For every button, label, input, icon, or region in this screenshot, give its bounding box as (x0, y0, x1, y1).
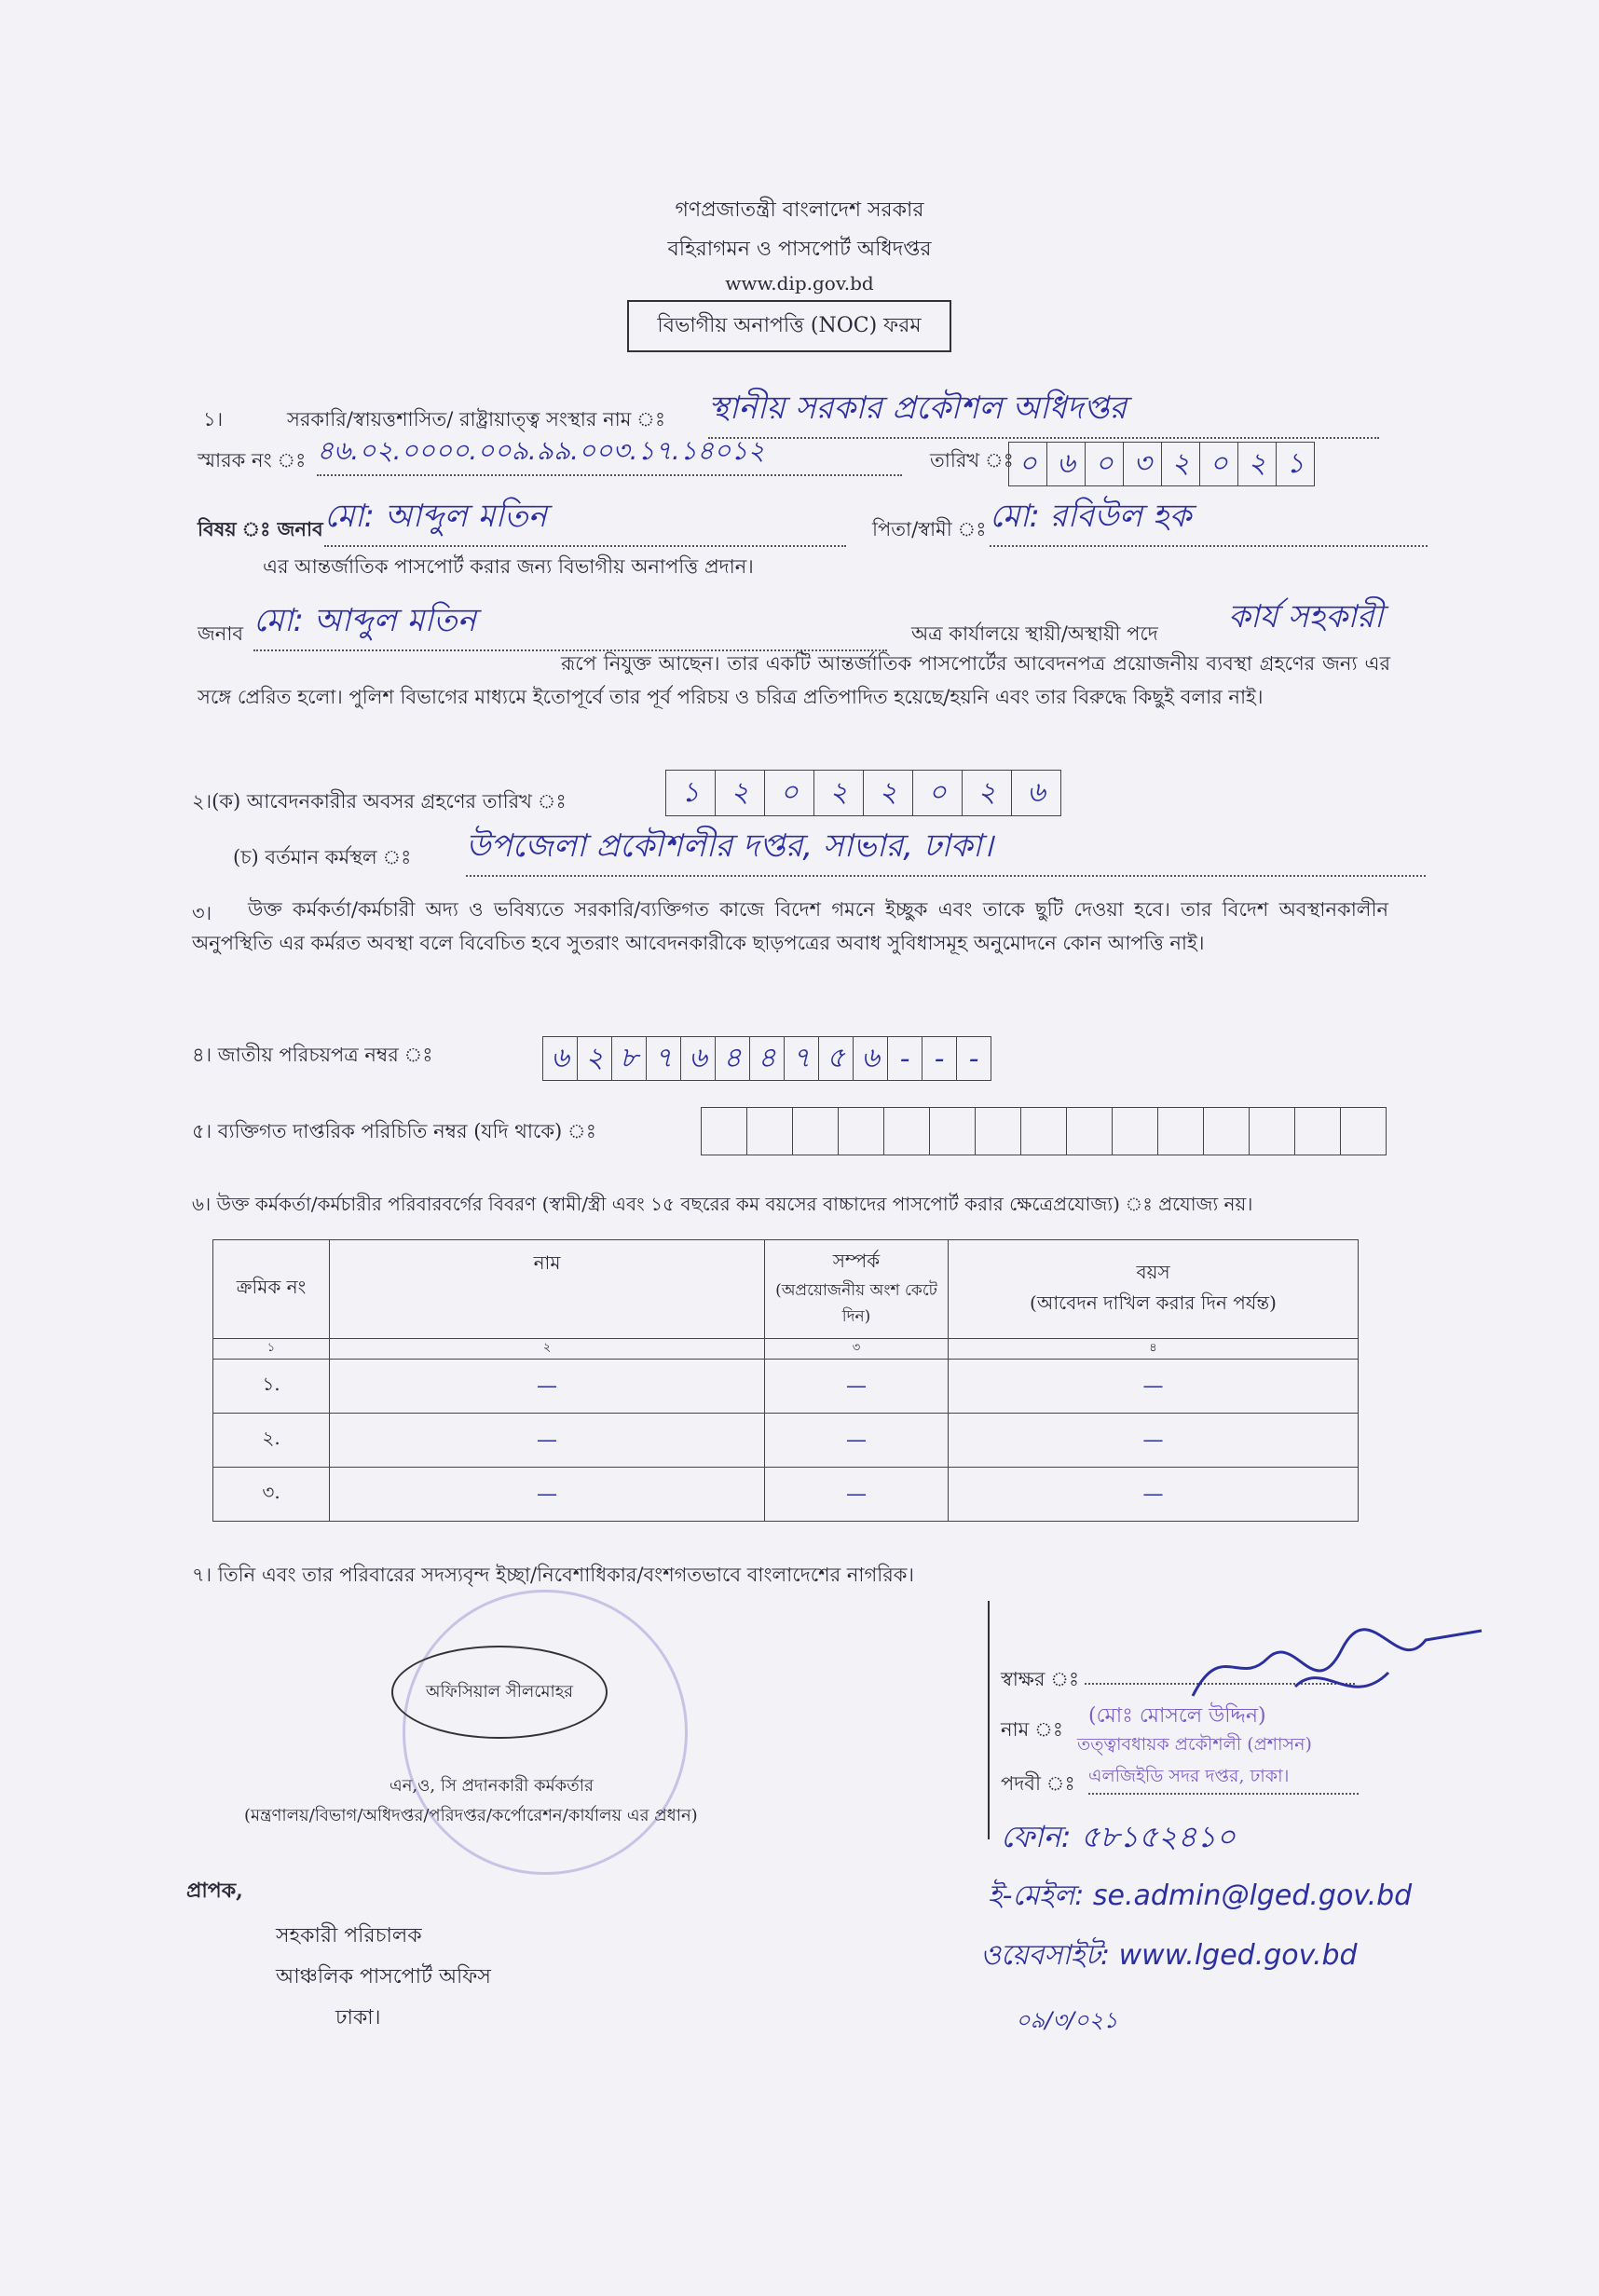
family-label: ৬। উক্ত কর্মকর্তা/কর্মচারীর পরিবারবর্গের বিবরণ (স্বামী/স্ত্রী এবং ১৫ বছরের কম বয়সের বাচ্চাদের পাসপোর্ট করার ক্ষেত্রেপ্রযোজ্য) ঃ প্রযোজ্য নয়। (192, 1193, 1253, 1215)
janab-label: জনাব (198, 622, 244, 645)
nid-digit: - (888, 1037, 922, 1080)
retirement-digit: ২ (864, 771, 913, 815)
workplace-label: (চ) বর্তমান কর্মস্থল ঃ (233, 846, 412, 868)
nid-digit: ৬ (854, 1037, 888, 1080)
web-handwritten: ওয়েবসাইট: www.lged.gov.bd (980, 1939, 1358, 1972)
form-title: বিভাগীয় অনাপত্তি (NOC) ফরম (627, 300, 951, 352)
date-digit: ০ (1200, 443, 1238, 485)
date-digit: ২ (1238, 443, 1277, 485)
subject-name[interactable]: মো: আব্দুল মতিন (324, 492, 846, 547)
post-label: পদবী ঃ (1001, 1772, 1075, 1795)
official-id-label: ৫। ব্যক্তিগত দাপ্তরিক পরিচিতি নম্বর (যদি থাকে) ঃ (192, 1120, 596, 1142)
nid-digit: ৮ (612, 1037, 647, 1080)
nid-label: ৪। জাতীয় পরিচয়পত্র নম্বর ঃ (192, 1044, 433, 1066)
post-value[interactable]: কার্য সহকারী (1228, 598, 1384, 636)
office-label: অত্র কার্যালয়ে স্থায়ী/অস্থায়ী পদে (911, 622, 1158, 645)
col-header-age: বয়স (আবেদন দাখিল করার দিন পর্যন্ত) (949, 1240, 1359, 1339)
date-digit: ০ (1009, 443, 1047, 485)
recipient-label: প্রাপক, (186, 1879, 243, 1903)
official-id-digit (1204, 1108, 1250, 1155)
post-stamp: এলজিইডি সদর দপ্তর, ঢাকা। (1088, 1763, 1359, 1795)
table-row (213, 1468, 1359, 1522)
official-id-digit (839, 1108, 884, 1155)
date-digit: ১ (1286, 446, 1305, 480)
row-serial: ১. (213, 1360, 330, 1414)
date-boxes[interactable] (1008, 442, 1315, 486)
official-id-digit (793, 1108, 839, 1155)
table-row (213, 1414, 1359, 1468)
recipient-line-2: আঞ্চলিক পাসপোর্ট অফিস (276, 1965, 491, 1988)
official-id-digit (884, 1108, 930, 1155)
designation-stamp: তত্ত্বাবধায়ক প্রকৌশলী (প্রশাসন) (1077, 1734, 1312, 1755)
date-digit: ২ (1162, 443, 1200, 485)
org-name-label: সরকারি/স্বায়ত্তশাসিত/ রাষ্ট্রায়াত্ত্ব সংস্থার নাম ঃ (287, 408, 666, 430)
official-id-digit (1067, 1108, 1113, 1155)
official-id-digit (1158, 1108, 1204, 1155)
date-digit: ০ (1086, 443, 1124, 485)
janab-value[interactable]: মো: আব্দুল মতিন (253, 596, 887, 651)
row-relation[interactable]: — (765, 1360, 949, 1414)
date-digit: ৬ (1047, 443, 1086, 485)
col-header-name: নাম (330, 1240, 765, 1339)
father-value[interactable]: মো: রবিউল হক (990, 492, 1428, 547)
section-3-text: উক্ত কর্মকর্তা/কর্মচারী অদ্য ও ভবিষ্যতে সরকারি/ব্যক্তিগত কাজে বিদেশ গমনে ইচ্ছুক এবং তাকে ছুটি দেওয়া হবে। তার বিদেশ অবস্থানকালীন অনুপস্থিতি এর কর্মরত অবস্থা বলে বিবেচিত হবে সুতরাং আবেদনকারীকে ছাড়পত্রের অবাধ সুবিধাসমূহ অনুমোদনে কোন আপত্তি নাই। (192, 898, 1388, 954)
nid-digit: ৭ (647, 1037, 681, 1080)
date-note-handwritten: ০৯/৩/০২১ (1016, 2007, 1118, 2033)
section-3-number: ৩। (192, 902, 212, 924)
row-relation[interactable]: — (765, 1414, 949, 1468)
retirement-digit: ২ (814, 771, 864, 815)
issuer-sub-label: (মন্ত্রণালয়/বিভাগ/অধিদপ্তর/পরিদপ্তর/কর্পোরেশন/কার্যালয় এর প্রধান) (244, 1806, 698, 1825)
col-header-relation: সম্পর্ক (অপ্রয়োজনীয় অংশ কেটে দিন) (765, 1240, 949, 1339)
nid-digit: ৪ (716, 1037, 750, 1080)
official-id-digit (1295, 1108, 1341, 1155)
row-serial: ২. (213, 1414, 330, 1468)
official-id-digit (702, 1108, 747, 1155)
row-name[interactable]: — (330, 1468, 765, 1522)
col-number: ৪ (949, 1339, 1359, 1360)
nid-digit: - (968, 1042, 979, 1075)
subject-label: বিষয় ঃ জনাব (198, 517, 323, 540)
col-number: ২ (330, 1339, 765, 1360)
family-table (212, 1239, 1359, 1522)
official-id-digit (1113, 1108, 1158, 1155)
nid-digit: - (922, 1037, 957, 1080)
official-id-digit (1341, 1108, 1386, 1155)
row-serial: ৩. (213, 1468, 330, 1522)
name-stamp: (মোঃ মোসলে উদ্দিন) (1088, 1704, 1266, 1728)
sign-label: স্বাক্ষর ঃ (1001, 1668, 1080, 1690)
issuer-label: এন,ও, সি প্রদানকারী কর্মকর্তার (390, 1776, 594, 1796)
retirement-date-boxes[interactable] (665, 770, 1061, 816)
retirement-digit: ২ (963, 771, 1012, 815)
nid-digit: ৭ (785, 1037, 819, 1080)
official-id-digit (976, 1108, 1021, 1155)
col-number: ১ (213, 1339, 330, 1360)
nid-digit: ৬ (543, 1037, 578, 1080)
row-age[interactable]: — (949, 1414, 1359, 1468)
subject-line-2: এর আন্তর্জাতিক পাসপোর্ট করার জন্য বিভাগীয় অনাপত্তি প্রদান। (263, 555, 754, 578)
row-name[interactable]: — (330, 1414, 765, 1468)
official-id-digit (930, 1108, 976, 1155)
email-handwritten: ই-মেইল: se.admin@lged.gov.bd (988, 1879, 1413, 1912)
org-name-value[interactable]: স্থানীয় সরকার প্রকৌশল অধিদপ্তর (708, 384, 1379, 439)
citizenship-statement: ৭। তিনি এবং তার পরিবারের সদস্যবৃন্দ ইচ্ছা/নিবেশাধিকার/বংশগতভাবে বাংলাদেশের নাগরিক। (192, 1564, 914, 1586)
nid-digit: ২ (578, 1037, 612, 1080)
col-header-serial: ক্রমিক নং (213, 1240, 330, 1339)
row-age[interactable]: — (949, 1360, 1359, 1414)
retirement-digit: ০ (913, 771, 963, 815)
nid-digit: ৪ (750, 1037, 785, 1080)
phone-handwritten: ফোন: ৫৮১৫২৪১০ (1001, 1819, 1236, 1854)
row-age[interactable]: — (949, 1468, 1359, 1522)
row-relation[interactable]: — (765, 1468, 949, 1522)
retirement-digit: ০ (765, 771, 814, 815)
retirement-digit: ২ (716, 771, 765, 815)
official-id-digit (1250, 1108, 1295, 1155)
father-label: পিতা/স্বামী ঃ (872, 518, 987, 540)
retirement-label: ২।(ক) আবেদনকারীর অবসর গ্রহণের তারিখ ঃ (192, 790, 567, 813)
nid-digit: ৬ (681, 1037, 716, 1080)
gov-title: গণপ্রজাতন্ত্রী বাংলাদেশ সরকার (675, 198, 924, 222)
retirement-digit: ১ (666, 771, 716, 815)
recipient-line-3: ঢাকা। (335, 2006, 381, 2030)
nid-boxes[interactable] (542, 1036, 991, 1081)
workplace-value[interactable]: উপজেলা প্রকৌশলীর দপ্তর, সাভার, ঢাকা। (466, 822, 1426, 877)
memo-value[interactable]: ৪৬.০২.০০০০.০০৯.৯৯.০০৩.১৭.১৪০১২ (317, 430, 902, 476)
retirement-digit: ৬ (1027, 775, 1046, 809)
col-number: ৩ (765, 1339, 949, 1360)
date-label: তারিখ ঃ (930, 449, 1014, 472)
name-label: নাম ঃ (1001, 1718, 1063, 1741)
nid-digit: ৫ (819, 1037, 854, 1080)
memo-label: স্মারক নং ঃ (198, 449, 307, 472)
section-1-number: ১। (203, 408, 224, 430)
date-digit: ৩ (1124, 443, 1162, 485)
table-row (213, 1360, 1359, 1414)
signature-divider (988, 1601, 991, 1839)
official-seal-oval: অফিসিয়াল সীলমোহর (391, 1646, 608, 1739)
recipient-line-1: সহকারী পরিচালক (276, 1924, 422, 1948)
website: www.dip.gov.bd (725, 272, 874, 294)
service-paragraph: রূপে নিযুক্ত আছেন। তার একটি আন্তর্জাতিক পাসপোর্টের আবেদনপত্র প্রয়োজনীয় ব্যবস্থা গ্রহণের জন্য এর সঙ্গে প্রেরিত হলো। পুলিশ বিভাগের মাধ্যমে ইতোপূর্বে তার পূর্ব পরিচয় ও চরিত্র প্রতিপাদিত হয়েছে/হয়নি এবং তার বিরুদ্ধে কিছুই বলার নাই। (198, 652, 1390, 708)
department-title: বহিরাগমন ও পাসপোর্ট অধিদপ্তর (667, 238, 932, 261)
official-id-digit (747, 1108, 793, 1155)
official-id-digit (1021, 1108, 1067, 1155)
row-name[interactable]: — (330, 1360, 765, 1414)
official-id-boxes[interactable] (701, 1107, 1387, 1155)
